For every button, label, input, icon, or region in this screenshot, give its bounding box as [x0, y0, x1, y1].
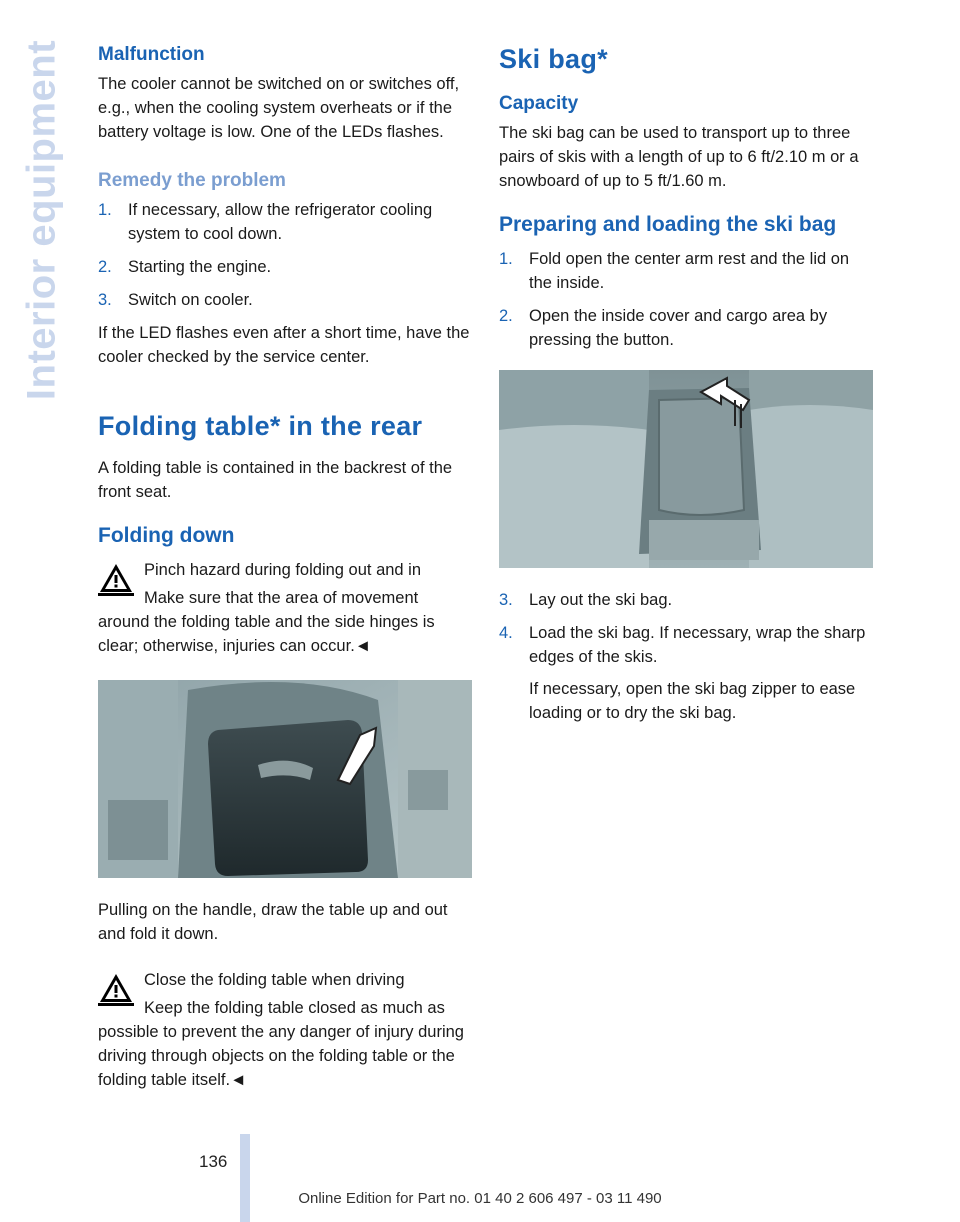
warning-close-table [98, 968, 472, 1092]
page-number: 136 [199, 1152, 228, 1171]
list-item: 2. Starting the engine. [98, 258, 272, 276]
left-column [98, 44, 472, 1114]
prep-steps [499, 247, 873, 352]
capacity-text: The ski bag can be used to transport up to three pairs of skis with a length of up to 6 ft/2.10 m or a snowboard of up to 5 ft/1.60 m. [499, 124, 859, 190]
malfunction-heading: Malfunction [98, 44, 205, 65]
warning-body: possible to prevent the any danger of injury during driving through objects on the folding table or the folding table itself.◄ [98, 1023, 464, 1089]
malfunction-text: The cooler cannot be switched on or switches off, e.g., when the cooling system overheats or if the battery voltage is low. One of the LEDs flashes. [98, 75, 460, 141]
warning-triangle-icon [98, 972, 134, 1006]
list-item: 1. If necessary, allow the refrigerator cooling system to cool down. [98, 201, 433, 243]
prep-heading: Preparing and loading the ski bag [499, 213, 837, 236]
ski-bag-photo [499, 370, 873, 568]
warning-triangle-icon [98, 562, 134, 596]
load-steps [499, 588, 873, 725]
remedy-heading: Remedy the problem [98, 170, 286, 191]
remedy-after-text: If the LED flashes even after a short time, have the cooler checked by the service center. [98, 324, 470, 366]
folding-table-heading: Folding table* in the rear [98, 411, 423, 441]
list-item: 3. Lay out the ski bag. [499, 591, 673, 609]
list-item: 1. Fold open the center arm rest and the lid on the inside. [499, 250, 850, 292]
warning-title: Close the folding table when driving [144, 971, 405, 989]
warning-first-line: Keep the folding table closed as much as [144, 999, 445, 1017]
online-edition-text: Online Edition for Part no. 01 40 2 606 497 - 03 11 490 [298, 1190, 662, 1207]
list-item: 2. Open the inside cover and cargo area by pressing the button. [499, 307, 828, 349]
pull-handle-text: Pulling on the handle, draw the table up and out and fold it down. [98, 901, 448, 943]
warning-pinch [98, 558, 472, 658]
folding-table-text: A folding table is contained in the backrest of the front seat. [98, 459, 453, 501]
warning-first-line: Make sure that the area of movement [144, 589, 419, 607]
capacity-heading: Capacity [499, 93, 579, 114]
folding-table-photo [98, 680, 472, 878]
footer-bar [240, 1134, 250, 1222]
warning-title: Pinch hazard during folding out and in [144, 561, 422, 579]
right-column [499, 44, 873, 734]
remedy-steps [98, 198, 472, 312]
section-side-tab [18, 40, 66, 400]
step-extra-text: If necessary, open the ski bag zipper to ease loading or to dry the ski bag. [529, 680, 856, 722]
ski-bag-heading: Ski bag* [499, 44, 608, 74]
list-item: 3. Switch on cooler. [98, 291, 253, 309]
list-item: 4. Load the ski bag. If necessary, wrap the sharp edges of the skis. If necessary, open the ski bag zipper to ease loading or to dry the ski bag. [499, 621, 873, 725]
section-title: Interior equipment [19, 39, 64, 401]
warning-body: around the folding table and the side hinges is clear; otherwise, injuries can occur.◄ [98, 613, 435, 655]
folding-down-heading: Folding down [98, 524, 235, 547]
